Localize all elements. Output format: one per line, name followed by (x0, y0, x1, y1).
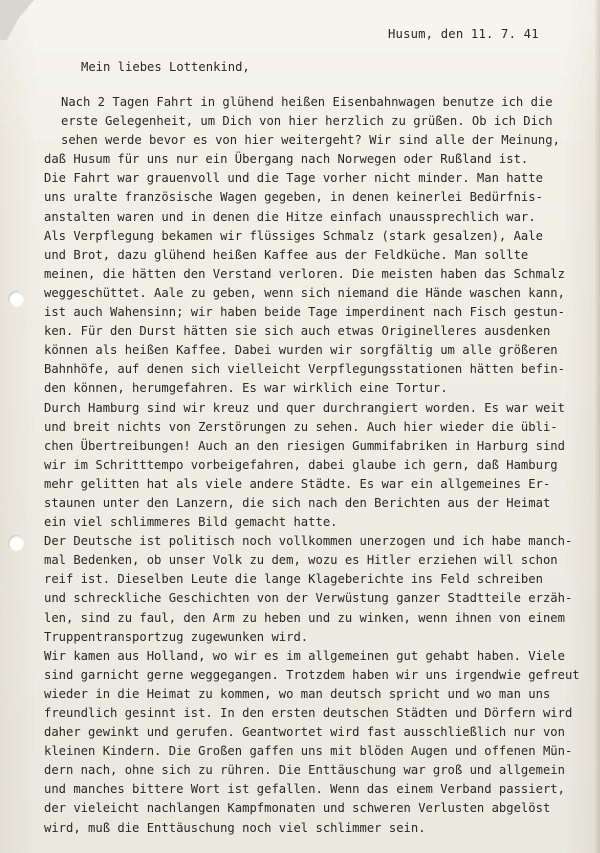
text-line: anstalten waren und in denen die Hitze einfach unaussprechlich war. (44, 209, 536, 224)
text-line: Der Deutsche ist politisch noch vollkommen unerzogen und ich habe manch- (44, 534, 573, 549)
text-line: mal Bedenken, ob unser Volk zu dem, wozu es Hitler erziehen will schon (44, 553, 558, 568)
page-edge-shadow (594, 0, 600, 853)
torn-corner (0, 0, 34, 40)
text-line: wir im Schritttempo vorbeigefahren, dabei glaube ich gern, daß Hamburg (44, 457, 558, 472)
text-line: können als heißen Kaffee. Dabei wurden wir sorgfältig um alle größeren (44, 343, 558, 358)
text-line: Die Fahrt war grauenvoll und die Tage vorher nicht minder. Man hatte (44, 171, 543, 186)
text-line: kleinen Kindern. Die Großen gaffen uns mit blöden Augen und offenen Mün- (44, 744, 573, 759)
text-line: und Brot, dazu glühend heißen Kaffee aus der Feldküche. Man sollte (44, 247, 529, 262)
text-line: sind garnicht gerne weggegangen. Trotzdem haben wir uns irgendwie gefreut (44, 667, 580, 682)
text-line: und manches bittere Wort ist gefallen. Wenn das einem Verband passiert, (44, 782, 565, 797)
text-line: erste Gelegenheit, um Dich von hier herzlich zu grüßen. Ob ich Dich (61, 114, 553, 129)
text-line: der vieleicht nachlangen Kampfmonaten und schweren Verlusten abgelöst (44, 801, 551, 816)
text-line: ist auch Wahensinn; wir haben beide Tage imperdinent nach Fisch gestun- (44, 305, 565, 320)
text-line: len, sind zu faul, den Arm zu heben und zu winken, wenn ihnen von einem (44, 610, 565, 625)
text-line: ken. Für den Durst hätten sie sich auch etwas Originelleres ausdenken (44, 324, 551, 339)
text-line: meinen, die hätten den Verstand verloren. Die meisten haben das Schmalz (44, 266, 565, 281)
text-line: weggeschüttet. Aale zu geben, wenn sich niemand die Hände waschen kann, (44, 285, 565, 300)
punch-hole (8, 291, 24, 307)
punch-hole (8, 535, 24, 551)
text-line: Als Verpflegung bekamen wir flüssiges Schmalz (stark gesalzen), Aale (44, 228, 543, 243)
text-line: und breit nichts von Zerstörungen zu sehen. Auch hier wieder die übli- (44, 419, 558, 434)
text-line: mehr gelitten hat als viele andere Städte. Es war ein allgemeines Er- (44, 476, 551, 491)
text-line: Wir kamen aus Holland, wo wir es im allgemeinen gut gehabt haben. Viele (44, 648, 565, 663)
text-line: wieder in die Heimat zu kommen, wo man deutsch spricht und wo man uns (44, 686, 551, 701)
text-line: dern nach, ohne sich zu rühren. Die Enttäuschung war groß und allgemein (44, 763, 565, 778)
place-date: Husum, den 11. 7. 41 (388, 27, 539, 41)
text-line: ein viel schlimmeres Bild gemacht hatte. (44, 515, 338, 530)
text-line: sehen werde bevor es von hier weitergeht? Wir sind alle der Meinung, (61, 133, 560, 148)
text-line: chen Übertreibungen! Auch an den riesigen Gummifabriken in Harburg sind (44, 438, 565, 453)
text-line: den können, herumgefahren. Es war wirklich eine Tortur. (44, 381, 448, 396)
text-line: daher gewinkt und gerufen. Geantwortet wird fast ausschließlich nur von (44, 725, 565, 740)
text-line: Truppentransportzug zugewunken wird. (44, 629, 309, 644)
text-line: und schreckliche Geschichten von der Verwüstung ganzer Stadtteile erzäh- (44, 591, 573, 606)
text-line: wird, muß die Enttäuschung noch viel schlimmer sein. (44, 820, 426, 835)
text-line: Durch Hamburg sind wir kreuz und quer durchrangiert worden. Es war weit (44, 400, 565, 415)
text-line: daß Husum für uns nur ein Übergang nach Norwegen oder Rußland ist. (44, 152, 529, 167)
text-line: freundlich gesinnt ist. In den ersten deutschen Städten und Dörfern wird (44, 706, 573, 720)
text-line: Bahnhöfe, auf denen sich vielleicht Verpflegungsstationen hätten befin- (44, 362, 565, 377)
text-line: reif ist. Dieselben Leute die lange Klageberichte ins Feld schreiben (44, 572, 543, 587)
letter-body (44, 93, 592, 838)
text-line: Nach 2 Tagen Fahrt in glühend heißen Eisenbahnwagen benutze ich die (61, 95, 553, 109)
salutation: Mein liebes Lottenkind, (81, 60, 250, 74)
text-line: staunen unter den Lanzern, die sich nach den Berichten aus der Heimat (44, 495, 551, 510)
text-line: uns uralte französische Wagen gegeben, in denen keinerlei Bedürfnis- (44, 190, 543, 205)
